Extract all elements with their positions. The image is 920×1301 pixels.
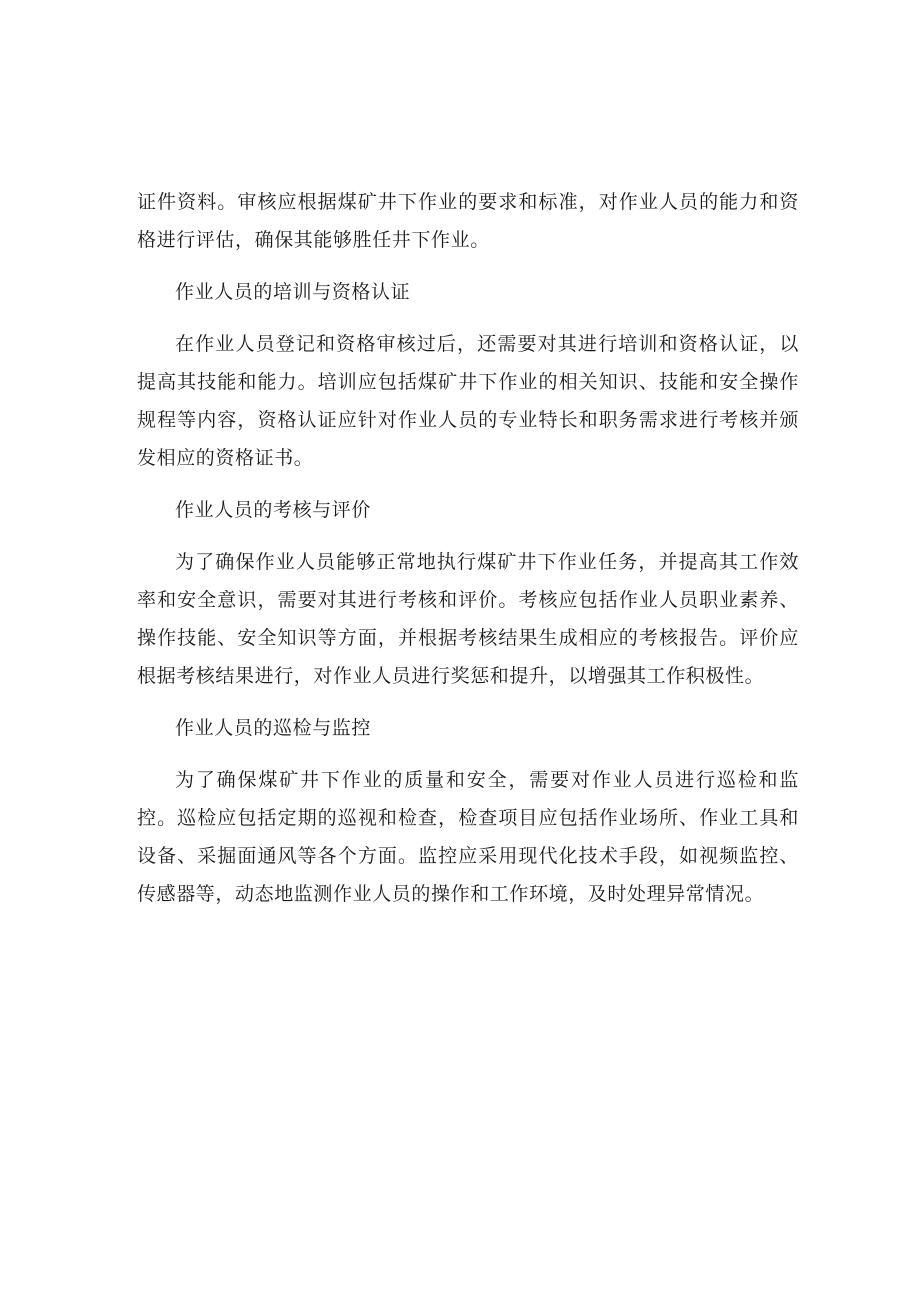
- paragraph-assessment-evaluation: 为了确保作业人员能够正常地执行煤矿井下作业任务，并提高其工作效率和安全意识，需要对其进行考核和评价。考核应包括作业人员职业素养、操作技能、安全知识等方面，并根据考核结果生成相应的考核报告。评价应根据考核结果进行，对作业人员进行奖惩和提升，以增强其工作积极性。: [137, 551, 799, 687]
- paragraph-inspection-monitoring: 为了确保煤矿井下作业的质量和安全，需要对作业人员进行巡检和监控。巡检应包括定期的巡视和检查，检查项目应包括作业场所、作业工具和设备、采掘面通风等各个方面。监控应采用现代化技术手段，如视频监控、传感器等，动态地监测作业人员的操作和工作环境，及时处理异常情况。: [137, 769, 799, 905]
- document-body: [137, 183, 799, 927]
- heading-inspection-monitoring: 作业人员的巡检与监控: [175, 717, 372, 739]
- paragraph-qualification-review-end: 证件资料。审核应根据煤矿井下作业的要求和标准，对作业人员的能力和资格进行评估，确保其能够胜任井下作业。: [137, 191, 799, 251]
- heading-assessment-evaluation: 作业人员的考核与评价: [175, 499, 372, 521]
- paragraph-training-certification: 在作业人员登记和资格审核过后，还需要对其进行培训和资格认证，以提高其技能和能力。培训应包括煤矿井下作业的相关知识、技能和安全操作规程等内容，资格认证应针对作业人员的专业特长和职务需求进行考核并颁发相应的资格证书。: [137, 333, 799, 469]
- heading-training-certification: 作业人员的培训与资格认证: [175, 281, 411, 303]
